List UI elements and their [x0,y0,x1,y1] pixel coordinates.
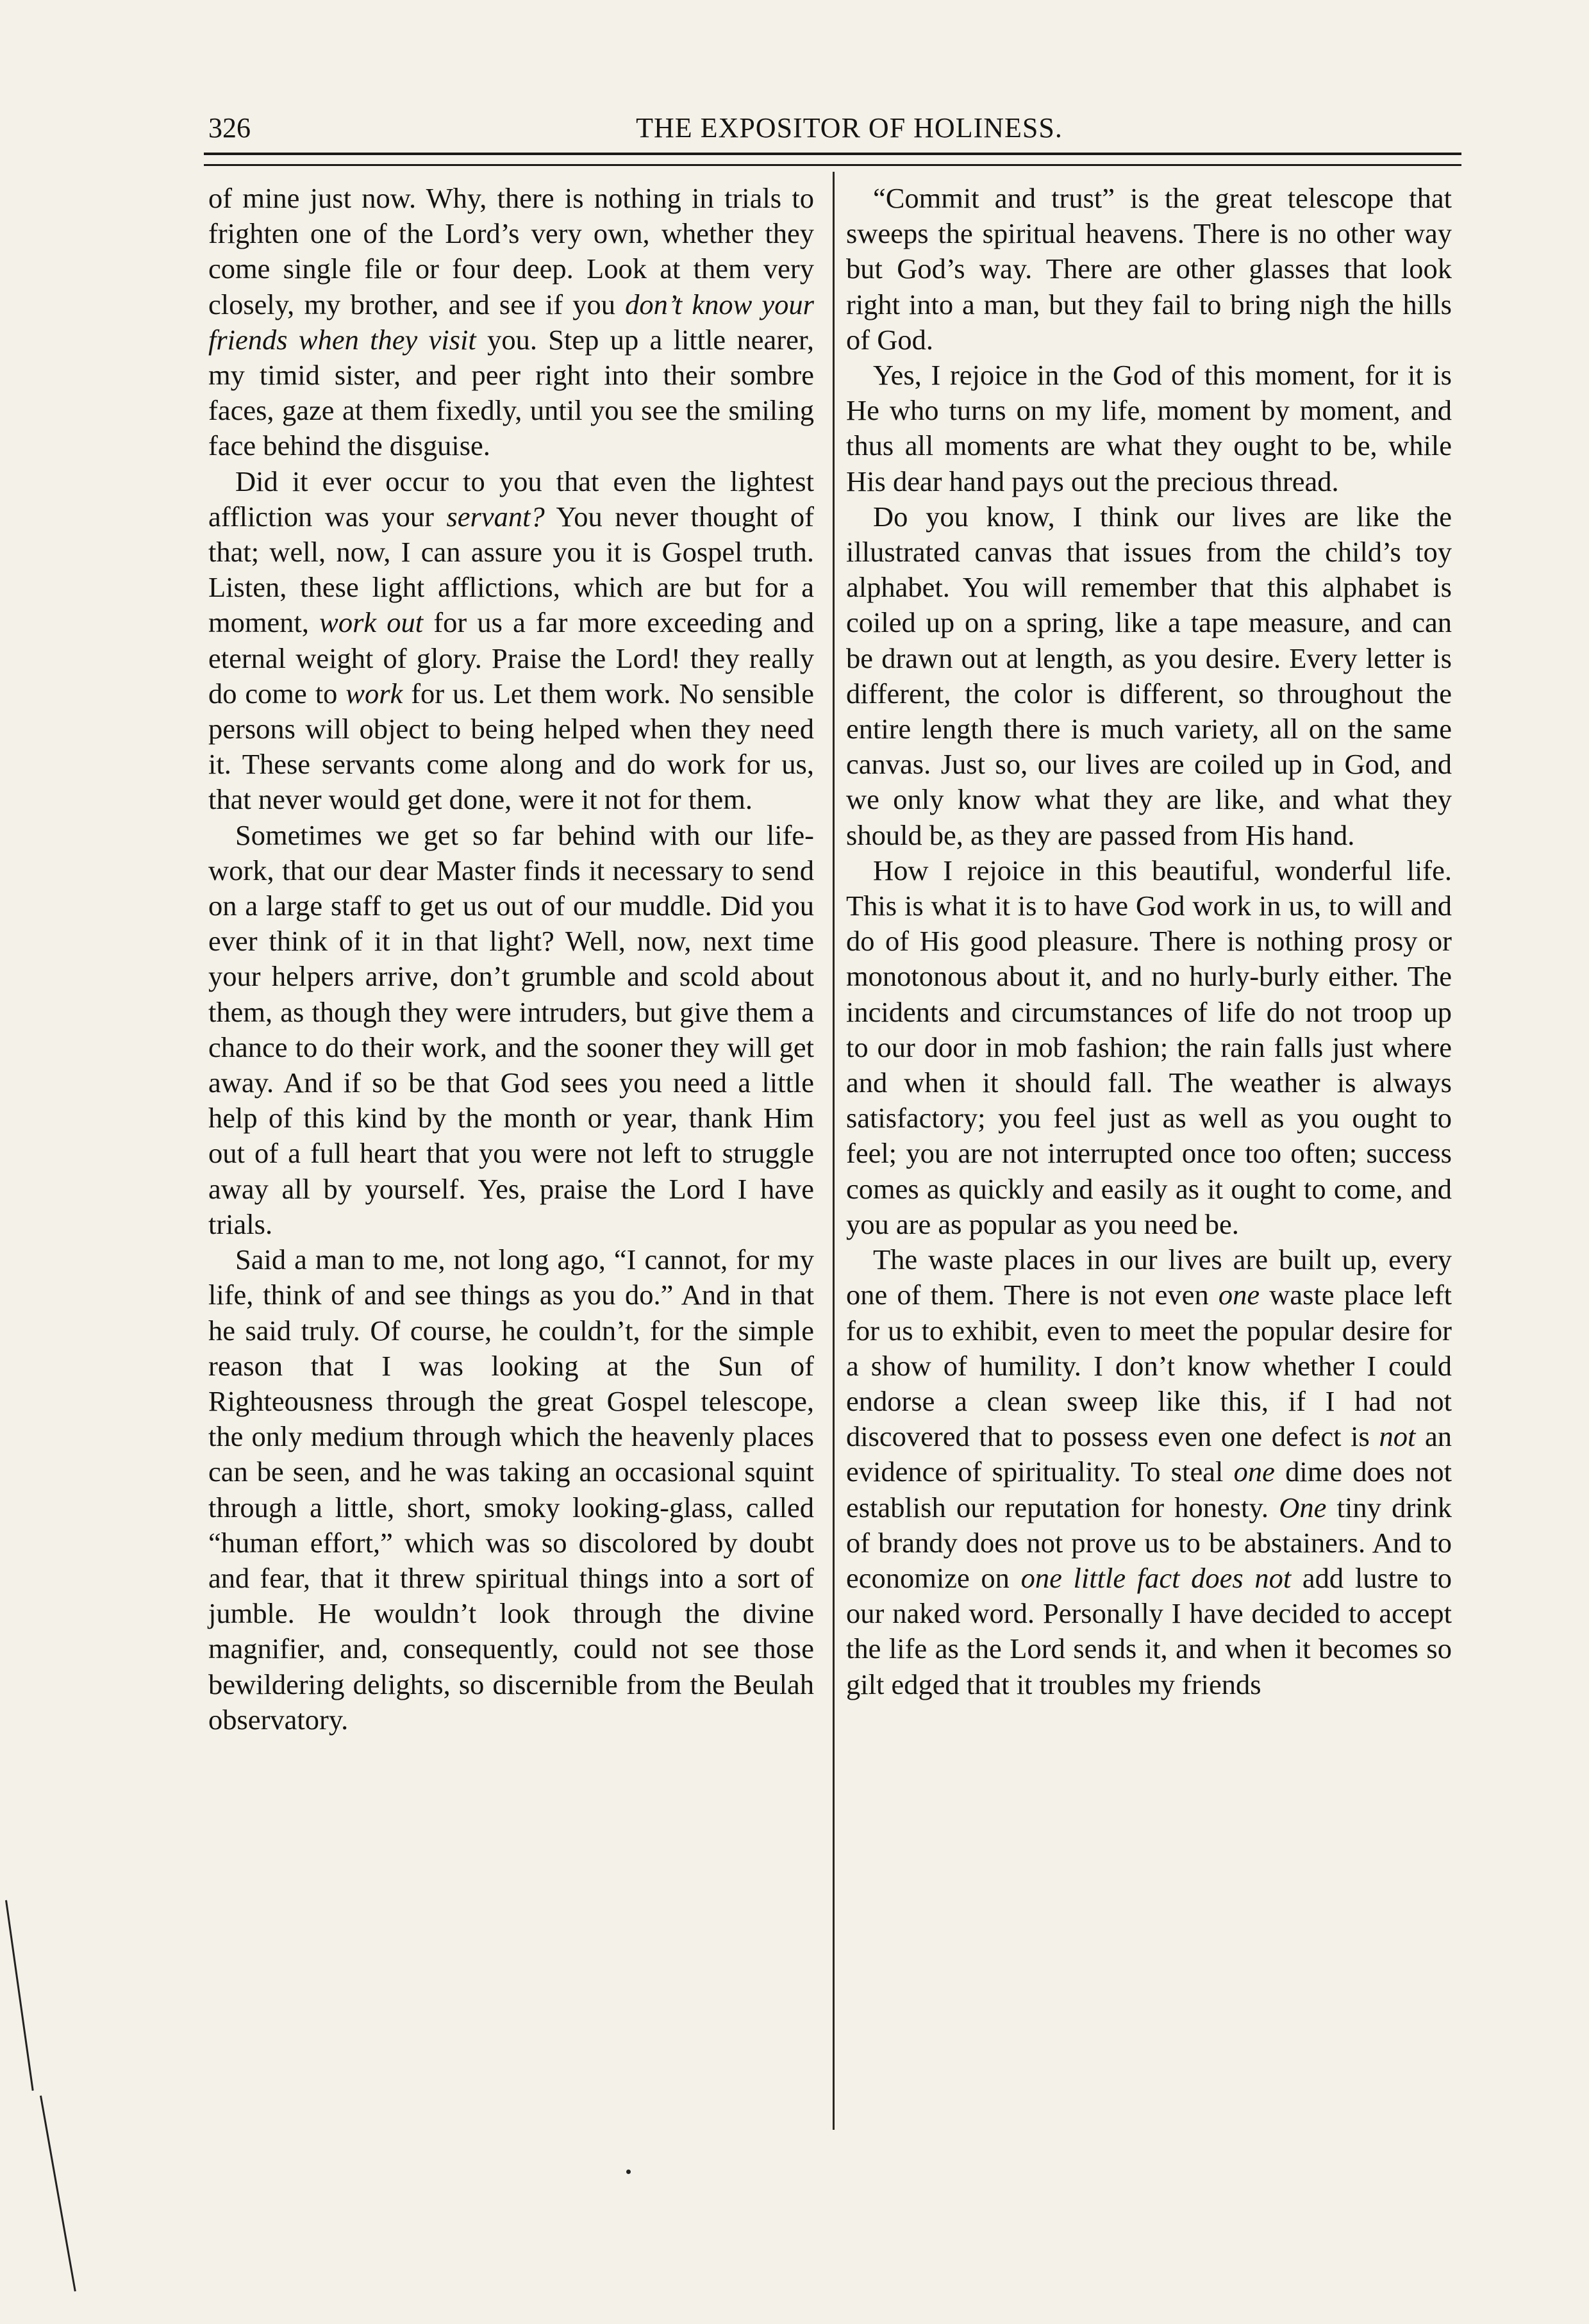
italic-text: one [1218,1279,1260,1311]
header-rule-bottom [204,164,1461,166]
left-column [208,181,814,1738]
text-run: Said a man to me, not long ago, “I cannot, for my life, think of and see things as you do.” And in that he said truly. Of course, he couldn’t, for the simple reason that I was looking at the Sun of Righteousness through the great Gospel telescope, the only medium through which the heavenly places can be seen, and he was taking an occasional squint through a little, short, smoky looking-glass, called “human effort,” which was so discolored by doubt and fear, that it threw spiritual things into a sort of jumble. He wouldn’t look through the divine magnifier, and, consequently, could not see those bewildering delights, so discernible from the Beulah observatory. [208,1243,814,1736]
text-run: you. Step up a little nearer, my timid sister, and peer right into their sombre faces, gaze at them fixedly, until you see the smiling face behind the disguise. [208,323,814,462]
page-number: 326 [208,112,251,144]
text-run: How I rejoice in this beautiful, wonderful life. This is what it is to have God work in us, to will and do of His good pleasure. There is nothing prosy or monotonous about it, and no hurly-burly either. The incidents and circumstances of life do not troop up to our door in mob fashion; the rain falls just where and when it should fall. The weather is always satisfactory; you feel just as well as you ought to feel; you are not interrupted once too often; success comes as quickly and easily as it ought to come, and you are as popular as you need be. [846,854,1452,1240]
italic-text: One [1279,1491,1327,1523]
margin-pen-mark [5,1900,34,2091]
text-run: tiny drink of brandy does not prove us to be abstainers. And to economize on [846,1491,1452,1594]
italic-text: work out [319,606,424,639]
text-run: You never thought of that; well, now, I can assure you it is Gospel truth. Listen, these light afflictions, which are but for a moment, [208,500,814,639]
column-separator [833,172,835,2130]
paragraph [208,181,814,464]
text-run: Yes, I rejoice in the God of this moment, for it is He who turns on my life, moment by moment, and thus all moments are what they ought to be, while His dear hand pays out the precious thread. [846,359,1452,497]
paragraph [208,464,814,818]
italic-text: one [1233,1456,1275,1488]
text-run [1062,1562,1074,1594]
paragraph [846,853,1452,1242]
paragraph [208,1242,814,1738]
paragraph [846,358,1452,499]
text-run: Did it ever occur to you that even the lightest affliction was your [208,465,814,533]
header-rule-top [204,153,1461,155]
right-column [846,181,1452,1702]
italic-text: don’t know your friends when they visit [208,288,814,356]
text-run: dime does not establish our reputation for honesty. [846,1456,1452,1523]
paragraph [846,181,1452,358]
text-run: an evidence of spirituality. To steal [846,1420,1452,1488]
text-run: of mine just now. Why, there is nothing in trials to frighten one of the Lord’s very own, whether they come single file or four deep. Look at them very closely, my brother, and see if you [208,182,814,320]
text-run: Do you know, I think our lives are like the illustrated canvas that issues from the child’s toy alphabet. You will remember that this alphabet is coiled up on a spring, like a tape measure, and can be drawn out at length, as you desire. Every letter is different, the color is different, so throughout the entire length there is much variety, all on the same canvas. Just so, our lives are coiled up in God, and we only know what they are like, and what they should be, as they are passed from His hand. [846,500,1452,851]
italic-text: one [1020,1561,1062,1594]
paragraph [846,1242,1452,1702]
ink-speck [626,2170,631,2174]
text-run: waste place left for us to exhibit, even to meet the popular desire for a show of humility. I don’t know whether I could endorse a clean sweep like this, if I had not discovered that to possess even one defect is [846,1279,1452,1453]
italic-text: little fact does not [1073,1561,1292,1594]
italic-text: not [1379,1420,1416,1453]
text-run: Sometimes we get so far behind with our life-work, that our dear Master finds it necessary to send on a large staff to get us out of our muddle. Did you ever think of it in that light? Well, now, next time your helpers arrive, don’t grumble and scold about them, as though they were intruders, but give them a chance to do their work, and the sooner they will get away. And if so be that God sees you need a little help of this kind by the month or year, thank Him out of a full heart that you were not left to struggle away all by yourself. Yes, praise the Lord I have trials. [208,818,814,1240]
page-header [205,109,1461,154]
text-run: for us a far more exceeding and eternal weight of glory. Praise the Lord! they really do come to [208,606,814,710]
margin-pen-mark [40,2095,76,2291]
text-run: The waste places in our lives are built up, every one of them. There is not even [846,1243,1452,1311]
text-run: add lustre to our naked word. Personally I have decided to accept the life as the Lord sends it, and when it becomes so gilt edged that it troubles my friends [846,1561,1452,1700]
text-run: “Commit and trust” is the great telescope that sweeps the spiritual heavens. There is no other way but God’s way. There are other glasses that look right into a man, but they fail to bring nigh the hills of God. [846,182,1452,356]
paragraph [208,818,814,1242]
italic-text: work [345,677,403,710]
text-run: for us. Let them work. No sensible persons will object to being helped when they need it. These servants come along and do work for us, that never would get done, were it not for them. [208,677,814,816]
italic-text: servant? [446,500,545,533]
running-title: THE EXPOSITOR OF HOLINESS. [636,112,1063,144]
paragraph [846,499,1452,853]
